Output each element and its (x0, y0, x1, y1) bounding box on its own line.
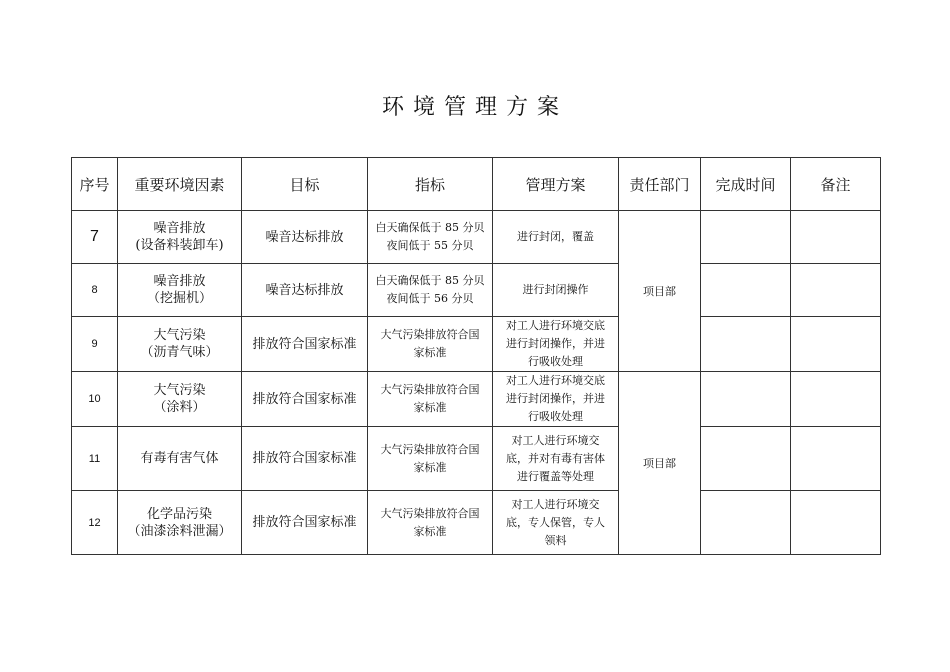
header-dept: 责任部门 (619, 158, 701, 211)
indicator-cell (368, 264, 493, 317)
indicator-line: 家标准 (413, 401, 447, 414)
plan-line: 进行封闭操作，并进 (506, 392, 605, 405)
aspect-line: 噪音排放 (153, 274, 206, 289)
plan-line: 行吸收处理 (528, 410, 583, 423)
goal-cell: 排放符合国家标准 (242, 317, 368, 372)
aspect-cell (118, 372, 242, 427)
seq-cell: 10 (72, 372, 118, 427)
table-row (72, 317, 881, 372)
remarks-cell (791, 372, 881, 427)
plan-line: 对工人进行环境交 (511, 433, 600, 447)
aspect-cell (118, 211, 242, 264)
plan-line: 对工人进行环境交底 (506, 319, 605, 332)
goal-cell: 噪音达标排放 (242, 264, 368, 317)
header-plan: 管理方案 (493, 158, 619, 211)
remarks-cell (791, 491, 881, 555)
plan-cell (493, 491, 619, 555)
header-remarks: 备注 (791, 158, 881, 211)
header-completion-time: 完成时间 (701, 158, 791, 211)
table-row (72, 372, 881, 427)
plan-line: 对工人进行环境交 (511, 497, 600, 511)
aspect-line: 大气污染 (153, 383, 206, 398)
indicator-line: 大气污染排放符合国 (380, 442, 480, 456)
aspect-line: （涂料） (153, 400, 206, 415)
aspect-line: 大气污染 (153, 328, 206, 343)
aspect-cell (118, 427, 242, 491)
indicator-line: 夜间低于 56 分贝 (386, 292, 474, 305)
header-aspect: 重要环境因素 (118, 158, 242, 211)
plan-line: 对工人进行环境交底 (506, 374, 605, 387)
indicator-line: 家标准 (413, 524, 447, 538)
dept-cell-group-2: 项目部 (619, 372, 701, 555)
indicator-line: 夜间低于 55 分贝 (386, 239, 474, 252)
indicator-line: 家标准 (413, 346, 447, 359)
seq-cell: 12 (72, 491, 118, 555)
header-goal: 目标 (242, 158, 368, 211)
aspect-line: 噪音排放 (153, 221, 206, 236)
plan-cell (493, 317, 619, 372)
completion-time-cell (701, 211, 791, 264)
indicator-line: 大气污染排放符合国 (380, 383, 480, 396)
plan-line: 进行封闭操作，并进 (506, 337, 605, 350)
goal-cell: 排放符合国家标准 (242, 427, 368, 491)
goal-cell: 噪音达标排放 (242, 211, 368, 264)
plan-cell (493, 264, 619, 317)
indicator-cell (368, 372, 493, 427)
completion-time-cell (701, 427, 791, 491)
plan-line: 进行封闭，覆盖 (517, 230, 594, 243)
plan-line: 底，并对有毒有害体 (506, 451, 605, 465)
table-row (72, 211, 881, 264)
table-header-row (72, 158, 881, 211)
aspect-cell (118, 491, 242, 555)
indicator-line: 白天确保低于 85 分贝 (375, 221, 485, 234)
indicator-cell (368, 427, 493, 491)
plan-line: 领料 (544, 533, 567, 547)
aspect-cell (118, 317, 242, 372)
indicator-line: 大气污染排放符合国 (380, 506, 480, 520)
seq-cell: 11 (72, 427, 118, 491)
goal-cell: 排放符合国家标准 (242, 372, 368, 427)
remarks-cell (791, 317, 881, 372)
management-plan-table (71, 157, 881, 555)
completion-time-cell (701, 317, 791, 372)
header-indicator: 指标 (368, 158, 493, 211)
aspect-line: 化学品污染 (146, 506, 212, 522)
plan-cell (493, 427, 619, 491)
plan-cell (493, 211, 619, 264)
document-title: 环境管理方案 (381, 95, 568, 120)
table-row (72, 264, 881, 317)
plan-cell (493, 372, 619, 427)
remarks-cell (791, 211, 881, 264)
indicator-line: 大气污染排放符合国 (380, 328, 480, 341)
aspect-cell (118, 264, 242, 317)
remarks-cell (791, 264, 881, 317)
header-seq: 序号 (72, 158, 118, 211)
seq-cell: 7 (72, 211, 118, 264)
plan-line: 进行覆盖等处理 (517, 469, 594, 483)
seq-cell: 8 (72, 264, 118, 317)
indicator-line: 白天确保低于 85 分贝 (375, 274, 485, 287)
remarks-cell (791, 427, 881, 491)
indicator-cell (368, 491, 493, 555)
table-row (72, 491, 881, 555)
indicator-cell (368, 317, 493, 372)
aspect-line: （挖掘机） (146, 291, 212, 306)
plan-line: 行吸收处理 (528, 355, 583, 368)
indicator-line: 家标准 (413, 460, 447, 474)
seq-cell: 9 (72, 317, 118, 372)
completion-time-cell (701, 491, 791, 555)
aspect-line: （沥青气味） (140, 345, 219, 360)
completion-time-cell (701, 264, 791, 317)
plan-line: 底，专人保管，专人 (506, 515, 605, 529)
completion-time-cell (701, 372, 791, 427)
goal-cell: 排放符合国家标准 (242, 491, 368, 555)
dept-cell-group-1: 项目部 (619, 211, 701, 372)
aspect-line: 有毒有害气体 (140, 451, 219, 466)
aspect-line: （油漆涂料泄漏） (127, 523, 232, 539)
plan-line: 进行封闭操作 (522, 283, 589, 296)
aspect-line: (设备料装卸车) (135, 238, 224, 253)
indicator-cell (368, 211, 493, 264)
table-row (72, 427, 881, 491)
